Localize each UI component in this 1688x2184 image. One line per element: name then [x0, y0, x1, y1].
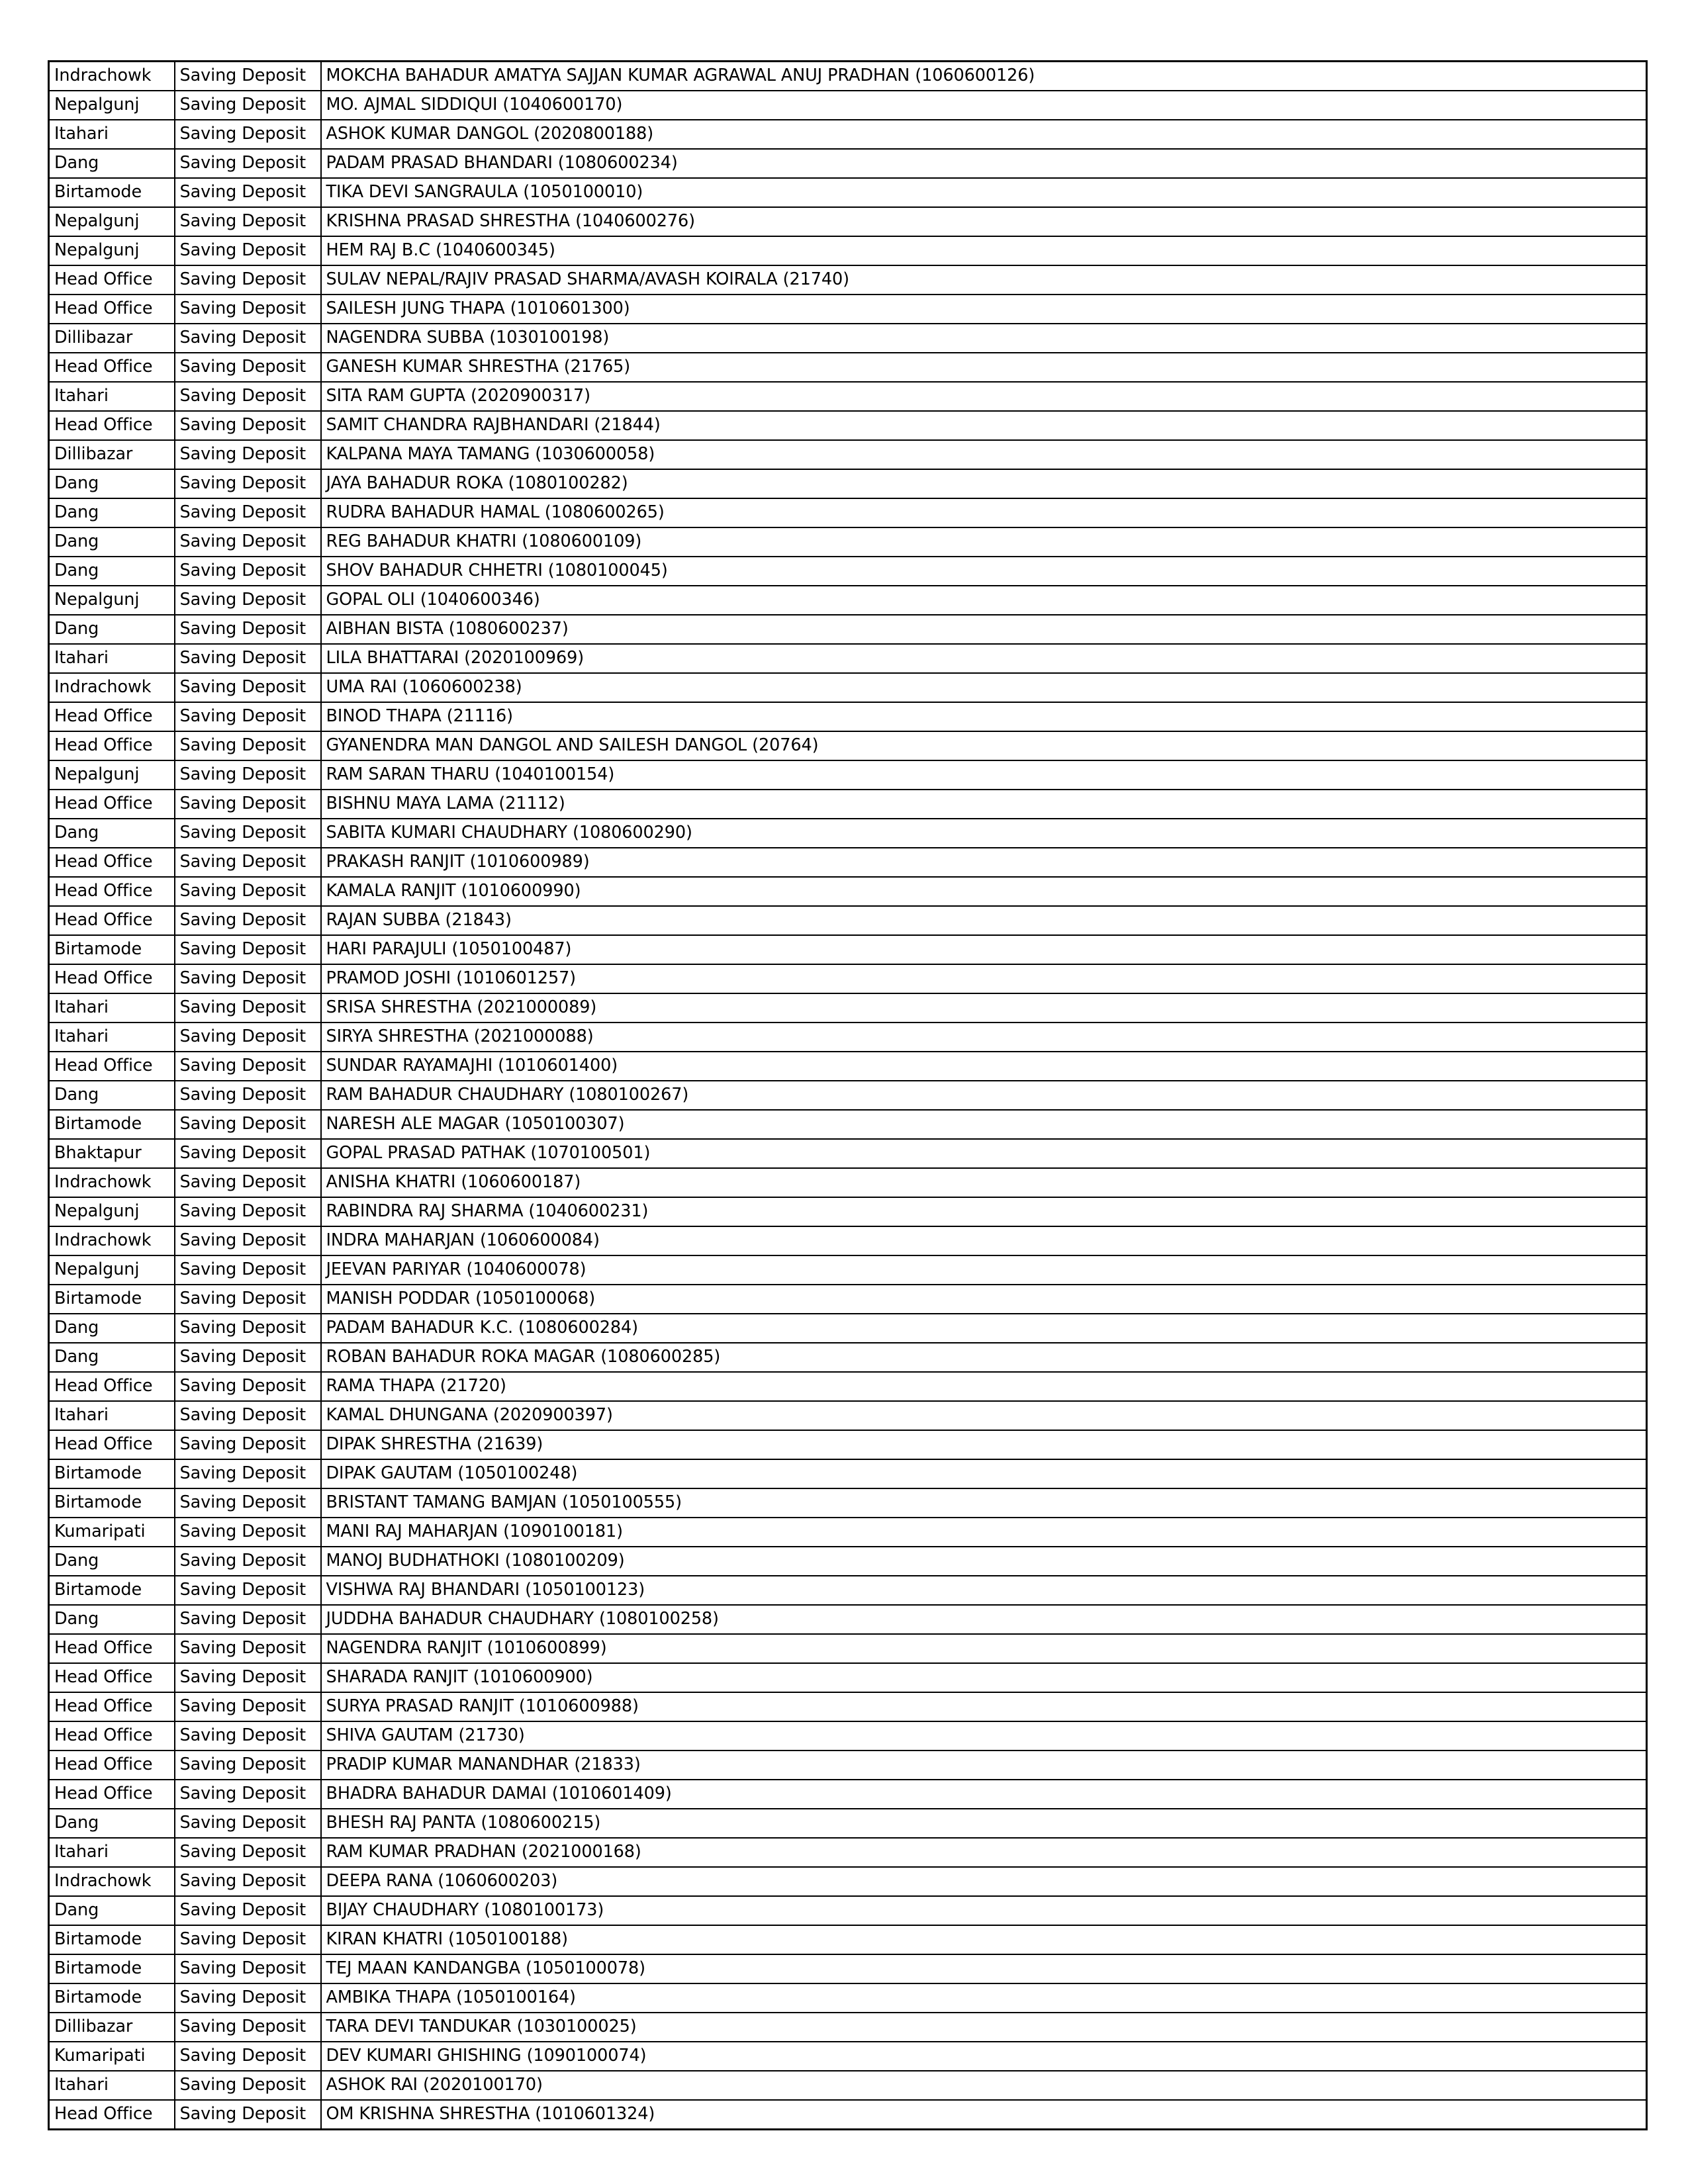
scheme-cell: Saving Deposit — [175, 557, 321, 586]
scheme-cell: Saving Deposit — [175, 760, 321, 790]
scheme-cell: Saving Deposit — [175, 1081, 321, 1110]
branch-cell: Dillibazar — [49, 324, 175, 353]
scheme-cell: Saving Deposit — [175, 1896, 321, 1925]
branch-cell: Birtamode — [49, 1285, 175, 1314]
scheme-cell: Saving Deposit — [175, 1488, 321, 1518]
account-listing-table — [48, 60, 1648, 2130]
table-row — [49, 1168, 1647, 1197]
branch-cell: Birtamode — [49, 1983, 175, 2013]
scheme-cell: Saving Deposit — [175, 411, 321, 440]
table-row — [49, 731, 1647, 760]
table-row — [49, 877, 1647, 906]
table-row — [49, 498, 1647, 527]
branch-cell: Dang — [49, 557, 175, 586]
account-holder-cell: SIRYA SHRESTHA (2021000088) — [321, 1023, 1647, 1052]
table-row — [49, 120, 1647, 149]
account-holder-cell: RABINDRA RAJ SHARMA (1040600231) — [321, 1197, 1647, 1226]
table-row — [49, 1751, 1647, 1780]
table-row — [49, 557, 1647, 586]
account-holder-cell: ANISHA KHATRI (1060600187) — [321, 1168, 1647, 1197]
account-holder-cell: MANI RAJ MAHARJAN (1090100181) — [321, 1518, 1647, 1547]
scheme-cell: Saving Deposit — [175, 848, 321, 877]
account-holder-cell: RUDRA BAHADUR HAMAL (1080600265) — [321, 498, 1647, 527]
branch-cell: Nepalgunj — [49, 586, 175, 615]
account-holder-cell: NAGENDRA RANJIT (1010600899) — [321, 1634, 1647, 1663]
branch-cell: Head Office — [49, 790, 175, 819]
scheme-cell: Saving Deposit — [175, 1663, 321, 1692]
branch-cell: Head Office — [49, 353, 175, 382]
table-row — [49, 91, 1647, 120]
scheme-cell: Saving Deposit — [175, 1547, 321, 1576]
scheme-cell: Saving Deposit — [175, 1692, 321, 1721]
account-holder-cell: RAM KUMAR PRADHAN (2021000168) — [321, 1838, 1647, 1867]
branch-cell: Dang — [49, 149, 175, 178]
branch-cell: Head Office — [49, 295, 175, 324]
table-row — [49, 644, 1647, 673]
branch-cell: Nepalgunj — [49, 91, 175, 120]
branch-cell: Birtamode — [49, 1488, 175, 1518]
branch-cell: Indrachowk — [49, 673, 175, 702]
branch-cell: Head Office — [49, 848, 175, 877]
branch-cell: Head Office — [49, 702, 175, 731]
table-row — [49, 1226, 1647, 1255]
branch-cell: Birtamode — [49, 1576, 175, 1605]
table-row — [49, 1285, 1647, 1314]
scheme-cell: Saving Deposit — [175, 1052, 321, 1081]
scheme-cell: Saving Deposit — [175, 527, 321, 557]
branch-cell: Itahari — [49, 1401, 175, 1430]
scheme-cell: Saving Deposit — [175, 1314, 321, 1343]
account-holder-cell: SURYA PRASAD RANJIT (1010600988) — [321, 1692, 1647, 1721]
account-holder-cell: BINOD THAPA (21116) — [321, 702, 1647, 731]
table-row — [49, 295, 1647, 324]
scheme-cell: Saving Deposit — [175, 62, 321, 91]
scheme-cell: Saving Deposit — [175, 1721, 321, 1751]
account-holder-cell: BHADRA BAHADUR DAMAI (1010601409) — [321, 1780, 1647, 1809]
table-row — [49, 62, 1647, 91]
table-row — [49, 1983, 1647, 2013]
scheme-cell: Saving Deposit — [175, 586, 321, 615]
scheme-cell: Saving Deposit — [175, 120, 321, 149]
account-holder-cell: VISHWA RAJ BHANDARI (1050100123) — [321, 1576, 1647, 1605]
branch-cell: Dang — [49, 469, 175, 498]
account-holder-cell: SRISA SHRESTHA (2021000089) — [321, 993, 1647, 1023]
scheme-cell: Saving Deposit — [175, 2042, 321, 2071]
scheme-cell: Saving Deposit — [175, 1023, 321, 1052]
branch-cell: Head Office — [49, 1372, 175, 1401]
scheme-cell: Saving Deposit — [175, 324, 321, 353]
table-row — [49, 1838, 1647, 1867]
table-row — [49, 178, 1647, 207]
branch-cell: Birtamode — [49, 178, 175, 207]
branch-cell: Dang — [49, 819, 175, 848]
table-row — [49, 382, 1647, 411]
branch-cell: Head Office — [49, 2100, 175, 2130]
branch-cell: Nepalgunj — [49, 236, 175, 265]
account-holder-cell: PADAM BAHADUR K.C. (1080600284) — [321, 1314, 1647, 1343]
table-row — [49, 1023, 1647, 1052]
branch-cell: Dang — [49, 527, 175, 557]
scheme-cell: Saving Deposit — [175, 790, 321, 819]
branch-cell: Dillibazar — [49, 440, 175, 469]
branch-cell: Dang — [49, 1081, 175, 1110]
table-row — [49, 1314, 1647, 1343]
account-holder-cell: PRAKASH RANJIT (1010600989) — [321, 848, 1647, 877]
branch-cell: Birtamode — [49, 1110, 175, 1139]
scheme-cell: Saving Deposit — [175, 906, 321, 935]
account-holder-cell: RAM SARAN THARU (1040100154) — [321, 760, 1647, 790]
account-holder-cell: RAMA THAPA (21720) — [321, 1372, 1647, 1401]
account-holder-cell: SAMIT CHANDRA RAJBHANDARI (21844) — [321, 411, 1647, 440]
branch-cell: Head Office — [49, 1430, 175, 1459]
branch-cell: Head Office — [49, 964, 175, 993]
scheme-cell: Saving Deposit — [175, 1954, 321, 1983]
scheme-cell: Saving Deposit — [175, 91, 321, 120]
branch-cell: Indrachowk — [49, 62, 175, 91]
table-row — [49, 1255, 1647, 1285]
account-holder-cell: BHESH RAJ PANTA (1080600215) — [321, 1809, 1647, 1838]
table-row — [49, 1139, 1647, 1168]
account-holder-cell: JAYA BAHADUR ROKA (1080100282) — [321, 469, 1647, 498]
branch-cell: Head Office — [49, 1052, 175, 1081]
account-holder-cell: BRISTANT TAMANG BAMJAN (1050100555) — [321, 1488, 1647, 1518]
table-row — [49, 1197, 1647, 1226]
account-holder-cell: HEM RAJ B.C (1040600345) — [321, 236, 1647, 265]
branch-cell: Itahari — [49, 382, 175, 411]
table-row — [49, 1663, 1647, 1692]
scheme-cell: Saving Deposit — [175, 644, 321, 673]
account-holder-cell: NAGENDRA SUBBA (1030100198) — [321, 324, 1647, 353]
account-holder-cell: HARI PARAJULI (1050100487) — [321, 935, 1647, 964]
scheme-cell: Saving Deposit — [175, 236, 321, 265]
table-row — [49, 1634, 1647, 1663]
scheme-cell: Saving Deposit — [175, 149, 321, 178]
table-row — [49, 1692, 1647, 1721]
account-holder-cell: ASHOK KUMAR DANGOL (2020800188) — [321, 120, 1647, 149]
branch-cell: Birtamode — [49, 1954, 175, 1983]
account-holder-cell: TARA DEVI TANDUKAR (1030100025) — [321, 2013, 1647, 2042]
scheme-cell: Saving Deposit — [175, 1401, 321, 1430]
account-holder-cell: SHOV BAHADUR CHHETRI (1080100045) — [321, 557, 1647, 586]
branch-cell: Head Office — [49, 265, 175, 295]
table-row — [49, 1605, 1647, 1634]
account-holder-cell: BIJAY CHAUDHARY (1080100173) — [321, 1896, 1647, 1925]
scheme-cell: Saving Deposit — [175, 1110, 321, 1139]
account-holder-cell: TEJ MAAN KANDANGBA (1050100078) — [321, 1954, 1647, 1983]
table-row — [49, 586, 1647, 615]
account-holder-cell: ROBAN BAHADUR ROKA MAGAR (1080600285) — [321, 1343, 1647, 1372]
scheme-cell: Saving Deposit — [175, 993, 321, 1023]
scheme-cell: Saving Deposit — [175, 1285, 321, 1314]
table-row — [49, 149, 1647, 178]
branch-cell: Kumaripati — [49, 2042, 175, 2071]
account-holder-cell: SUNDAR RAYAMAJHI (1010601400) — [321, 1052, 1647, 1081]
branch-cell: Head Office — [49, 877, 175, 906]
account-holder-cell: INDRA MAHARJAN (1060600084) — [321, 1226, 1647, 1255]
branch-cell: Head Office — [49, 1780, 175, 1809]
table-row — [49, 1547, 1647, 1576]
scheme-cell: Saving Deposit — [175, 178, 321, 207]
account-holder-cell: MO. AJMAL SIDDIQUI (1040600170) — [321, 91, 1647, 120]
branch-cell: Indrachowk — [49, 1168, 175, 1197]
branch-cell: Head Office — [49, 411, 175, 440]
scheme-cell: Saving Deposit — [175, 1751, 321, 1780]
branch-cell: Dillibazar — [49, 2013, 175, 2042]
table-row — [49, 353, 1647, 382]
table-row — [49, 790, 1647, 819]
table-row — [49, 760, 1647, 790]
table-row — [49, 1780, 1647, 1809]
table-row — [49, 2013, 1647, 2042]
table-row — [49, 1459, 1647, 1488]
table-row — [49, 207, 1647, 236]
branch-cell: Head Office — [49, 1692, 175, 1721]
branch-cell: Itahari — [49, 993, 175, 1023]
table-row — [49, 527, 1647, 557]
scheme-cell: Saving Deposit — [175, 295, 321, 324]
account-holder-cell: REG BAHADUR KHATRI (1080600109) — [321, 527, 1647, 557]
branch-cell: Bhaktapur — [49, 1139, 175, 1168]
table-row — [49, 1867, 1647, 1896]
scheme-cell: Saving Deposit — [175, 1518, 321, 1547]
account-holder-cell: SITA RAM GUPTA (2020900317) — [321, 382, 1647, 411]
branch-cell: Dang — [49, 498, 175, 527]
scheme-cell: Saving Deposit — [175, 1780, 321, 1809]
branch-cell: Birtamode — [49, 1459, 175, 1488]
scheme-cell: Saving Deposit — [175, 2071, 321, 2100]
branch-cell: Itahari — [49, 2071, 175, 2100]
scheme-cell: Saving Deposit — [175, 498, 321, 527]
branch-cell: Nepalgunj — [49, 1255, 175, 1285]
table-row — [49, 993, 1647, 1023]
account-holder-cell: GOPAL PRASAD PATHAK (1070100501) — [321, 1139, 1647, 1168]
branch-cell: Itahari — [49, 644, 175, 673]
account-holder-cell: PADAM PRASAD BHANDARI (1080600234) — [321, 149, 1647, 178]
account-holder-cell: AMBIKA THAPA (1050100164) — [321, 1983, 1647, 2013]
scheme-cell: Saving Deposit — [175, 731, 321, 760]
branch-cell: Dang — [49, 1605, 175, 1634]
account-holder-cell: SAILESH JUNG THAPA (1010601300) — [321, 295, 1647, 324]
scheme-cell: Saving Deposit — [175, 1139, 321, 1168]
scheme-cell: Saving Deposit — [175, 1255, 321, 1285]
scheme-cell: Saving Deposit — [175, 2013, 321, 2042]
branch-cell: Dang — [49, 1343, 175, 1372]
branch-cell: Nepalgunj — [49, 207, 175, 236]
account-holder-cell: KALPANA MAYA TAMANG (1030600058) — [321, 440, 1647, 469]
table-row — [49, 1401, 1647, 1430]
table-row — [49, 1488, 1647, 1518]
table-row — [49, 1343, 1647, 1372]
account-holder-cell: OM KRISHNA SHRESTHA (1010601324) — [321, 2100, 1647, 2130]
scheme-cell: Saving Deposit — [175, 1372, 321, 1401]
account-holder-cell: SHARADA RANJIT (1010600900) — [321, 1663, 1647, 1692]
table-row — [49, 469, 1647, 498]
table-container — [48, 60, 1646, 2130]
account-holder-cell: PRAMOD JOSHI (1010601257) — [321, 964, 1647, 993]
scheme-cell: Saving Deposit — [175, 1226, 321, 1255]
scheme-cell: Saving Deposit — [175, 702, 321, 731]
branch-cell: Head Office — [49, 1721, 175, 1751]
table-row — [49, 964, 1647, 993]
scheme-cell: Saving Deposit — [175, 1634, 321, 1663]
table-row — [49, 1110, 1647, 1139]
scheme-cell: Saving Deposit — [175, 964, 321, 993]
account-holder-cell: SHIVA GAUTAM (21730) — [321, 1721, 1647, 1751]
table-row — [49, 1081, 1647, 1110]
scheme-cell: Saving Deposit — [175, 615, 321, 644]
branch-cell: Itahari — [49, 120, 175, 149]
table-row — [49, 236, 1647, 265]
scheme-cell: Saving Deposit — [175, 469, 321, 498]
branch-cell: Head Office — [49, 1663, 175, 1692]
branch-cell: Head Office — [49, 1634, 175, 1663]
scheme-cell: Saving Deposit — [175, 1605, 321, 1634]
scheme-cell: Saving Deposit — [175, 1809, 321, 1838]
account-holder-cell: RAM BAHADUR CHAUDHARY (1080100267) — [321, 1081, 1647, 1110]
scheme-cell: Saving Deposit — [175, 1459, 321, 1488]
table-row — [49, 906, 1647, 935]
branch-cell: Birtamode — [49, 935, 175, 964]
branch-cell: Dang — [49, 1896, 175, 1925]
account-holder-cell: LILA BHATTARAI (2020100969) — [321, 644, 1647, 673]
account-holder-cell: GYANENDRA MAN DANGOL AND SAILESH DANGOL (20764) — [321, 731, 1647, 760]
scheme-cell: Saving Deposit — [175, 265, 321, 295]
scheme-cell: Saving Deposit — [175, 1430, 321, 1459]
scheme-cell: Saving Deposit — [175, 1343, 321, 1372]
account-holder-cell: ASHOK RAI (2020100170) — [321, 2071, 1647, 2100]
branch-cell: Birtamode — [49, 1925, 175, 1954]
account-holder-cell: TIKA DEVI SANGRAULA (1050100010) — [321, 178, 1647, 207]
table-row — [49, 1518, 1647, 1547]
scheme-cell: Saving Deposit — [175, 382, 321, 411]
table-row — [49, 411, 1647, 440]
account-holder-cell: MANOJ BUDHATHOKI (1080100209) — [321, 1547, 1647, 1576]
scheme-cell: Saving Deposit — [175, 935, 321, 964]
branch-cell: Head Office — [49, 906, 175, 935]
table-row — [49, 848, 1647, 877]
table-row — [49, 935, 1647, 964]
table-row — [49, 702, 1647, 731]
table-row — [49, 324, 1647, 353]
scheme-cell: Saving Deposit — [175, 819, 321, 848]
branch-cell: Indrachowk — [49, 1226, 175, 1255]
table-row — [49, 1896, 1647, 1925]
table-row — [49, 615, 1647, 644]
table-row — [49, 2100, 1647, 2130]
table-row — [49, 2042, 1647, 2071]
branch-cell: Dang — [49, 1314, 175, 1343]
branch-cell: Dang — [49, 1547, 175, 1576]
account-holder-cell: KRISHNA PRASAD SHRESTHA (1040600276) — [321, 207, 1647, 236]
table-row — [49, 1052, 1647, 1081]
account-holder-cell: JUDDHA BAHADUR CHAUDHARY (1080100258) — [321, 1605, 1647, 1634]
account-holder-cell: SABITA KUMARI CHAUDHARY (1080600290) — [321, 819, 1647, 848]
scheme-cell: Saving Deposit — [175, 353, 321, 382]
branch-cell: Itahari — [49, 1023, 175, 1052]
scheme-cell: Saving Deposit — [175, 1867, 321, 1896]
account-holder-cell: MANISH PODDAR (1050100068) — [321, 1285, 1647, 1314]
branch-cell: Dang — [49, 615, 175, 644]
account-holder-cell: SULAV NEPAL/RAJIV PRASAD SHARMA/AVASH KOIRALA (21740) — [321, 265, 1647, 295]
table-row — [49, 673, 1647, 702]
account-holder-cell: KAMALA RANJIT (1010600990) — [321, 877, 1647, 906]
branch-cell: Nepalgunj — [49, 1197, 175, 1226]
branch-cell: Indrachowk — [49, 1867, 175, 1896]
account-holder-cell: KIRAN KHATRI (1050100188) — [321, 1925, 1647, 1954]
scheme-cell: Saving Deposit — [175, 1838, 321, 1867]
table-row — [49, 265, 1647, 295]
scheme-cell: Saving Deposit — [175, 1983, 321, 2013]
table-row — [49, 2071, 1647, 2100]
scheme-cell: Saving Deposit — [175, 1576, 321, 1605]
scheme-cell: Saving Deposit — [175, 207, 321, 236]
scheme-cell: Saving Deposit — [175, 1197, 321, 1226]
table-row — [49, 1372, 1647, 1401]
table-row — [49, 1809, 1647, 1838]
table-body — [49, 62, 1647, 2130]
branch-cell: Head Office — [49, 1751, 175, 1780]
account-holder-cell: GOPAL OLI (1040600346) — [321, 586, 1647, 615]
table-row — [49, 819, 1647, 848]
account-holder-cell: DEEPA RANA (1060600203) — [321, 1867, 1647, 1896]
account-holder-cell: UMA RAI (1060600238) — [321, 673, 1647, 702]
scheme-cell: Saving Deposit — [175, 1925, 321, 1954]
account-holder-cell: AIBHAN BISTA (1080600237) — [321, 615, 1647, 644]
account-holder-cell: PRADIP KUMAR MANANDHAR (21833) — [321, 1751, 1647, 1780]
account-holder-cell: RAJAN SUBBA (21843) — [321, 906, 1647, 935]
scheme-cell: Saving Deposit — [175, 440, 321, 469]
table-row — [49, 1576, 1647, 1605]
scheme-cell: Saving Deposit — [175, 2100, 321, 2130]
branch-cell: Kumaripati — [49, 1518, 175, 1547]
account-holder-cell: BISHNU MAYA LAMA (21112) — [321, 790, 1647, 819]
table-row — [49, 1430, 1647, 1459]
account-holder-cell: DEV KUMARI GHISHING (1090100074) — [321, 2042, 1647, 2071]
scheme-cell: Saving Deposit — [175, 877, 321, 906]
account-holder-cell: MOKCHA BAHADUR AMATYA SAJJAN KUMAR AGRAWAL ANUJ PRADHAN (1060600126) — [321, 62, 1647, 91]
branch-cell: Head Office — [49, 731, 175, 760]
branch-cell: Itahari — [49, 1838, 175, 1867]
branch-cell: Nepalgunj — [49, 760, 175, 790]
account-holder-cell: JEEVAN PARIYAR (1040600078) — [321, 1255, 1647, 1285]
account-holder-cell: NARESH ALE MAGAR (1050100307) — [321, 1110, 1647, 1139]
scheme-cell: Saving Deposit — [175, 673, 321, 702]
branch-cell: Dang — [49, 1809, 175, 1838]
table-row — [49, 1721, 1647, 1751]
table-row — [49, 1925, 1647, 1954]
account-holder-cell: GANESH KUMAR SHRESTHA (21765) — [321, 353, 1647, 382]
table-row — [49, 440, 1647, 469]
account-holder-cell: DIPAK GAUTAM (1050100248) — [321, 1459, 1647, 1488]
account-holder-cell: KAMAL DHUNGANA (2020900397) — [321, 1401, 1647, 1430]
account-holder-cell: DIPAK SHRESTHA (21639) — [321, 1430, 1647, 1459]
table-row — [49, 1954, 1647, 1983]
scheme-cell: Saving Deposit — [175, 1168, 321, 1197]
